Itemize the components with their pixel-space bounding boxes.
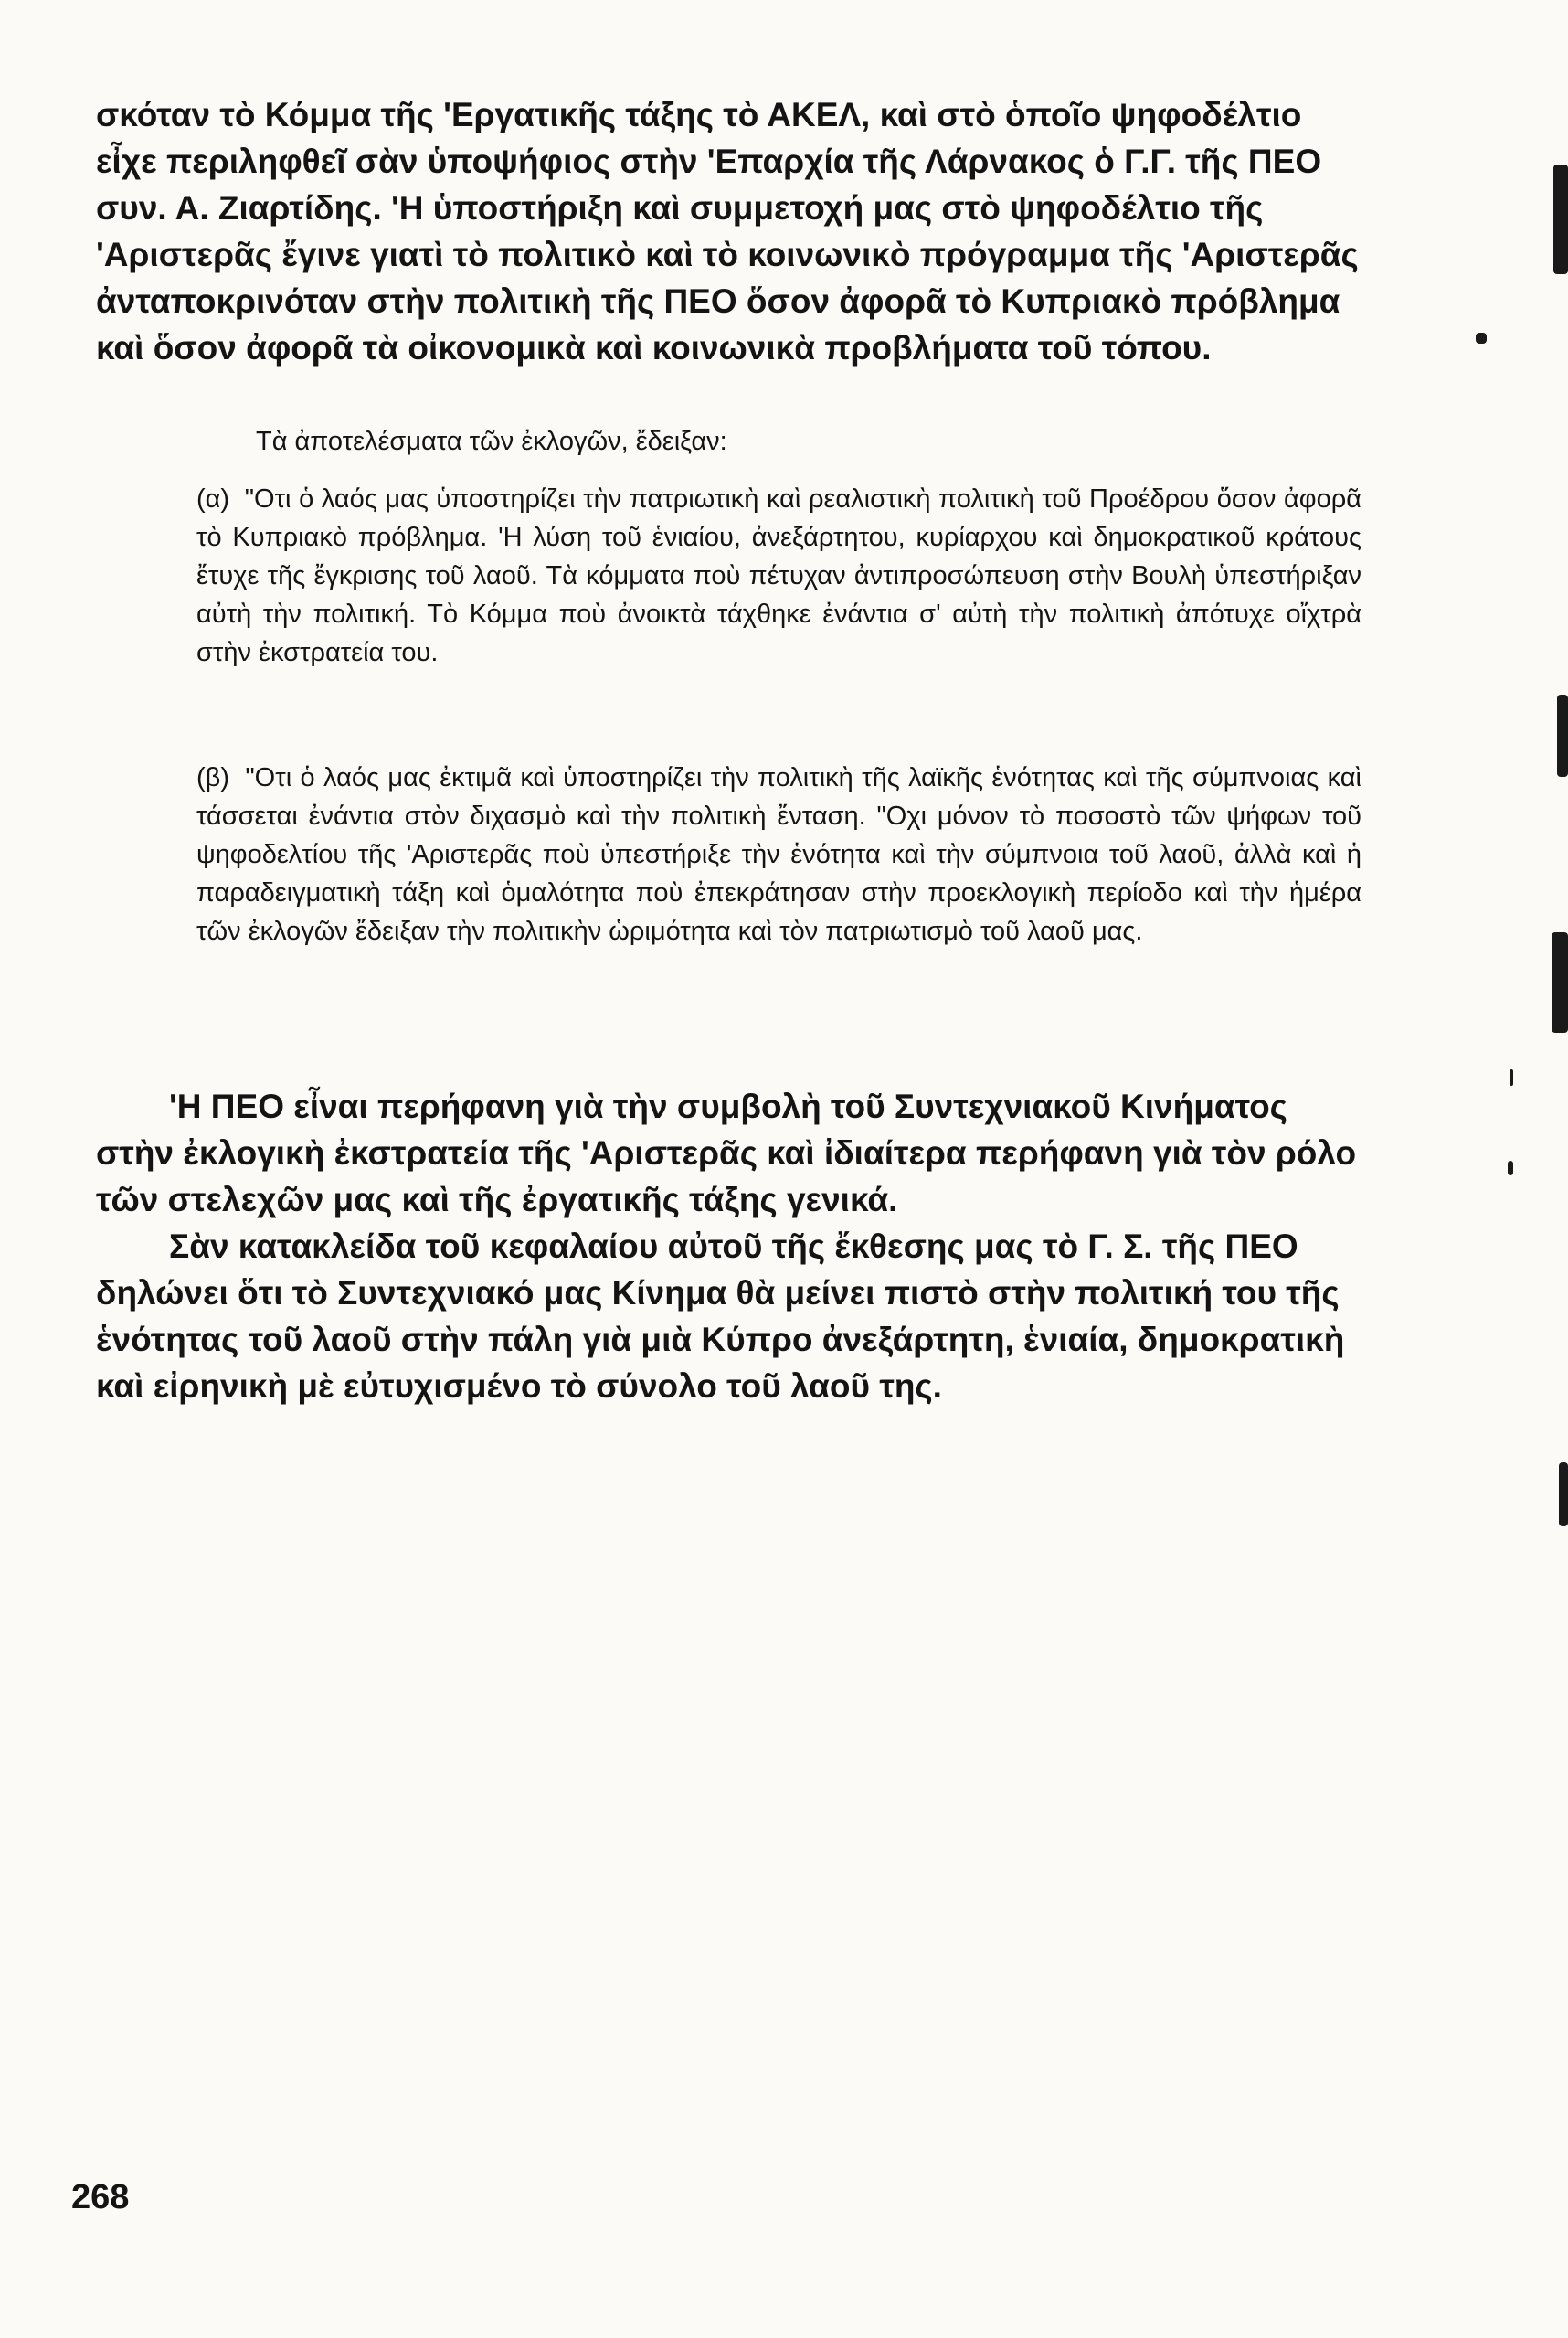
intro-paragraph: σκόταν τὸ Κόμμα τῆς 'Εργατικῆς τάξης τὸ ΑΚΕΛ, καὶ στὸ ὁποῖο ψηφοδέλτιο εἶχε περιληφθεῖ σὰν ὑποψήφιος στὴν 'Επαρχία τῆς Λάρνακος ὁ Γ.Γ. τῆς ΠΕΟ συν. Α. Ζιαρτίδης. 'Η ὑποστήριξη καὶ συμμετοχή μας στὸ ψηφοδέλτιο τῆς 'Αριστερᾶς ἔγινε γιατὶ τὸ πολιτικὸ καὶ τὸ κοινωνικὸ πρόγραμμα τῆς 'Αριστερᾶς ἀνταποκρινόταν στὴν πολιτικὴ τῆς ΠΕΟ ὅσον ἀφορᾶ τὸ Κυπριακὸ πρόβλημα καὶ ὅσον ἀφορᾶ τὰ οἰκονομικὰ καὶ κοινωνικὰ προβλήματα τοῦ τόπου. [96,96,1359,367]
closing-paragraph-1: 'Η ΠΕΟ εἶναι περήφανη γιὰ τὴν συμβολὴ τοῦ Συντεχνιακοῦ Κινήματος στὴν ἐκλογικὴ ἐκστρατεία τῆς 'Αριστερᾶς καὶ ἰδιαίτερα περήφανη γιὰ τὸν ρόλο τῶν στελεχῶν μας καὶ τῆς ἐργατικῆς τάξης γενικά. [96,1088,1357,1218]
scan-dot [1508,1161,1513,1175]
page-number: 268 [71,2178,130,2216]
scan-edge-mark [1557,695,1568,777]
point-b-text: "Οτι ὁ λαός μας ἐκτιμᾶ καὶ ὑποστηρίζει τὴν πολιτικὴ τῆς λαϊκῆς ἑνότητας καὶ τῆς σύμπνοιας καὶ τάσσεται ἐνάντια στὸν διχασμὸ καὶ τὴν πολιτικὴ ἔνταση. "Οχι μόνον τὸ ποσοστὸ τῶν ψήφων τοῦ ψηφοδελτίου τῆς 'Αριστερᾶς ποὺ ὑπεστήριξε τὴν ἑνότητα καὶ τὴν σύμπνοια τοῦ λαοῦ, ἀλλὰ καὶ ἡ παραδειγματικὴ τάξη καὶ ὁμαλότητα ποὺ ἐπεκράτησαν στὴν προεκλογικὴ περίοδο καὶ τὴν ἡμέρα τῶν ἐκλογῶν ἔδειξαν τὴν πολιτικὴν ὡριμότητα καὶ τὸν πατριωτισμὸ τοῦ λαοῦ μας. [196,763,1361,946]
scan-dot [1476,333,1487,344]
closing-paragraph-2: Σὰν κατακλείδα τοῦ κεφαλαίου αὐτοῦ τῆς ἔκθεσης μας τὸ Γ. Σ. τῆς ΠΕΟ δηλώνει ὅτι τὸ Συντεχνιακό μας Κίνημα θὰ μείνει πιστὸ στὴν πολιτική του τῆς ἑνότητας τοῦ λαοῦ στὴν πάλη γιὰ μιὰ Κύπρο ἀνεξάρτητη, ἑνιαία, δημοκρατικὴ καὶ εἰρηνικὴ μὲ εὐτυχισμένο τὸ σύνολο τοῦ λαοῦ της. [96,1227,1345,1405]
results-heading: Τὰ ἀποτελέσματα τῶν ἐκλογῶν, ἔδειξαν: [256,427,727,456]
scan-edge-mark [1552,932,1568,1033]
point-a-text: "Οτι ὁ λαός μας ὑποστηρίζει τὴν πατριωτικὴ καὶ ρεαλιστικὴ πολιτικὴ τοῦ Προέδρου ὅσον ἀφορᾶ τὸ Κυπριακὸ πρόβλημα. 'Η λύση τοῦ ἑνιαίου, ἀνεξάρτητου, κυρίαρχου καὶ δημοκρατικοῦ κράτους ἔτυχε τῆς ἔγκρισης τοῦ λαοῦ. Τὰ κόμματα ποὺ πέτυχαν ἀντιπροσώπευση στὴν Βουλὴ ὑπεστήριξαν αὐτὴ τὴν πολιτική. Τὸ Κόμμα ποὺ ἀνοικτὰ τάχθηκε ἐνάντια σ' αὐτὴ τὴν πολιτικὴ ἀπότυχε οἴχτρὰ στὴν ἐκστρατεία του. [196,484,1361,667]
point-a-label: (α) [196,484,230,514]
result-point-b [196,759,1361,951]
result-point-a [196,480,1361,672]
scan-edge-mark [1553,165,1568,274]
point-b-label: (β) [196,763,229,792]
closing-section [96,1083,1361,1409]
scan-edge-mark [1559,1462,1568,1526]
scan-dot [1510,1069,1513,1086]
